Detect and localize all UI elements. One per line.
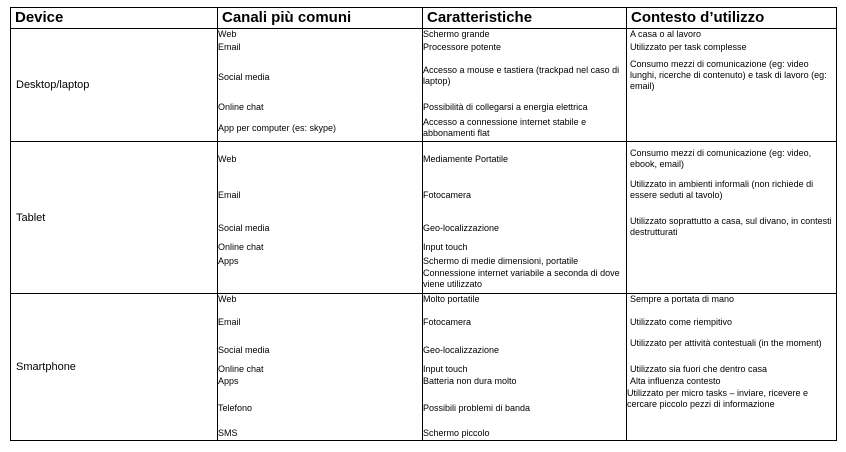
list-item: Utilizzato per task complesse: [630, 42, 747, 52]
list-item: Connessione internet variabile a seconda di dove viene utilizzato: [423, 268, 620, 289]
caratteristiche-cell: [423, 142, 627, 294]
device-cell: Desktop/laptop: [11, 29, 218, 142]
list-item: Accesso a mouse e tastiera (trackpad nel caso di laptop): [423, 65, 620, 86]
header-canali: Canali più comuni: [218, 8, 423, 29]
list-item: Web: [218, 29, 237, 39]
list-item: SMS: [218, 428, 238, 438]
caratteristiche-cell: [423, 29, 627, 142]
contesto-cell: [627, 294, 837, 441]
table-row: [11, 29, 837, 142]
list-item: Utilizzato come riempitivo: [630, 317, 733, 327]
list-item: Accesso a connessione internet stabile e abbonamenti flat: [423, 117, 587, 138]
list-item: Utilizzato soprattutto a casa, sul divano, in contesti destrutturati: [630, 216, 832, 237]
list-item: Consumo mezzi di comunicazione (eg: video, ebook, email): [630, 148, 812, 169]
list-item: Social media: [218, 223, 270, 233]
list-item: Web: [218, 154, 237, 164]
table-row: [11, 294, 837, 441]
list-item: Apps: [218, 256, 239, 266]
list-item: Molto portatile: [423, 294, 480, 304]
list-item: Input touch: [423, 364, 468, 374]
list-item: Utilizzato per micro tasks – inviare, ricevere e cercare piccolo pezzi di informazione: [627, 388, 809, 409]
list-item: Web: [218, 294, 237, 304]
list-item: Utilizzato in ambienti informali (non richiede di essere seduti al tavolo): [630, 179, 814, 200]
list-item: Online chat: [218, 364, 264, 374]
list-item: App per computer (es: skype): [218, 123, 337, 133]
list-item: Online chat: [218, 102, 264, 112]
contesto-cell: [627, 142, 837, 294]
list-item: Fotocamera: [423, 190, 472, 200]
canali-cell: [218, 29, 423, 142]
header-contesto: Contesto d’utilizzo: [627, 8, 837, 29]
header-row: [11, 8, 837, 29]
device-cell: Tablet: [11, 142, 218, 294]
list-item: Utilizzato sia fuori che dentro casa: [630, 364, 768, 374]
contesto-cell: [627, 29, 837, 142]
device-cell: Smartphone: [11, 294, 218, 441]
channels-table: [10, 7, 837, 441]
list-item: A casa o al lavoro: [630, 29, 702, 39]
list-item: Email: [218, 190, 241, 200]
canali-cell: [218, 294, 423, 441]
caratteristiche-cell: [423, 294, 627, 441]
list-item: Sempre a portata di mano: [630, 294, 735, 304]
list-item: Mediamente Portatile: [423, 154, 509, 164]
list-item: Geo-localizzazione: [423, 345, 500, 355]
list-item: Input touch: [423, 242, 468, 252]
list-item: Social media: [218, 345, 270, 355]
list-item: Geo-localizzazione: [423, 223, 500, 233]
list-item: Possibilità di collegarsi a energia elettrica: [423, 102, 588, 112]
list-item: Email: [218, 317, 241, 327]
table-row: [11, 142, 837, 294]
list-item: Alta influenza contesto: [630, 376, 721, 386]
header-device: Device: [11, 8, 218, 29]
list-item: Schermo di medie dimensioni, portatile: [423, 256, 579, 266]
list-item: Utilizzato per attività contestuali (in the moment): [630, 338, 822, 348]
list-item: Possibili problemi di banda: [423, 403, 531, 413]
list-item: Schermo piccolo: [423, 428, 490, 438]
list-item: Social media: [218, 72, 270, 82]
list-item: Email: [218, 42, 241, 52]
list-item: Online chat: [218, 242, 264, 252]
list-item: Telefono: [218, 403, 253, 413]
list-item: Consumo mezzi di comunicazione (eg: video lunghi, ricerche di contenuto) e task di lavoro (eg: email): [630, 59, 827, 91]
canali-cell: [218, 142, 423, 294]
header-caratteristiche: Caratteristiche: [423, 8, 627, 29]
list-item: Fotocamera: [423, 317, 472, 327]
list-item: Schermo grande: [423, 29, 490, 39]
list-item: Batteria non dura molto: [423, 376, 517, 386]
list-item: Processore potente: [423, 42, 502, 52]
list-item: Apps: [218, 376, 239, 386]
